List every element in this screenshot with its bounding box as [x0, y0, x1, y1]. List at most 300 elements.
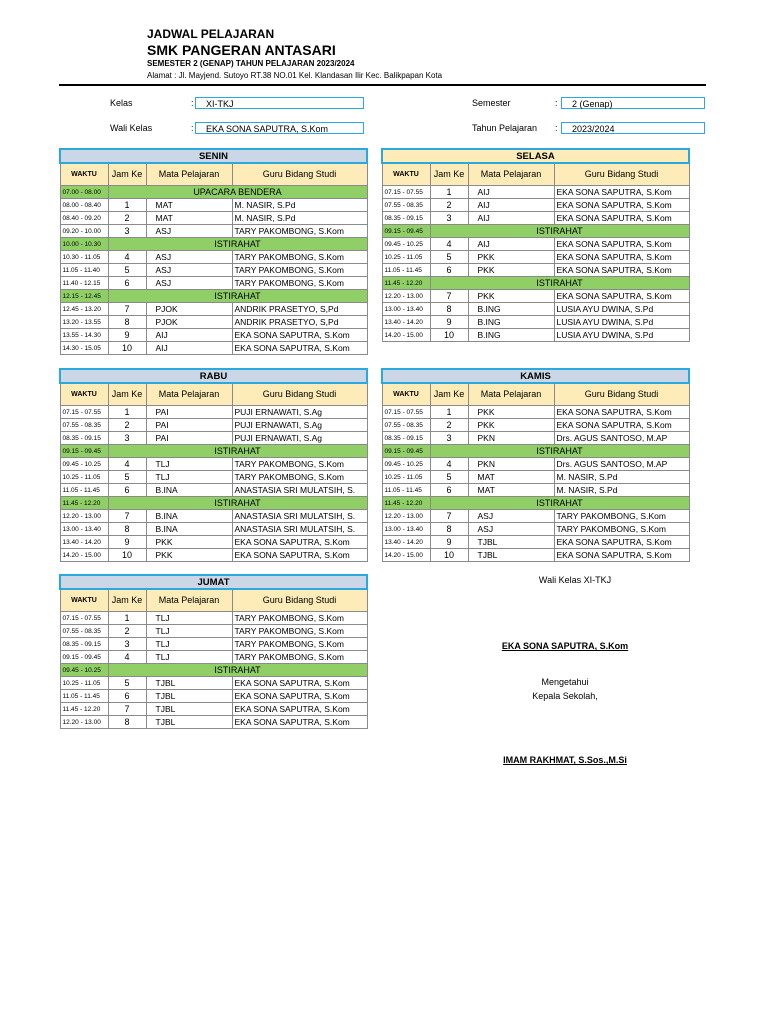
row-guru: TARY PAKOMBONG, S.Kom — [232, 225, 367, 238]
table-row — [60, 212, 367, 225]
row-mata-pelajaran: PKN — [468, 432, 554, 445]
table-row — [60, 277, 367, 290]
table-row — [382, 510, 689, 523]
row-guru: ANASTASIA SRI MULATSIH, S. — [232, 510, 367, 523]
table-row — [60, 716, 367, 729]
school-name: SMK PANGERAN ANTASARI — [147, 42, 336, 58]
row-jam-ke: 2 — [108, 419, 146, 432]
column-jam-ke: Jam Ke — [430, 163, 468, 186]
row-time: 13.00 - 13.40 — [382, 523, 430, 536]
row-guru: PUJI ERNAWATI, S.Ag — [232, 432, 367, 445]
table-row — [382, 303, 689, 316]
row-mata-pelajaran: ASJ — [146, 277, 232, 290]
row-mata-pelajaran: PJOK — [146, 303, 232, 316]
break-row — [60, 238, 367, 251]
row-mata-pelajaran: PKK — [146, 536, 232, 549]
row-jam-ke: 1 — [108, 199, 146, 212]
table-row — [382, 406, 689, 419]
break-row — [382, 277, 689, 290]
header-divider — [59, 84, 706, 86]
table-row — [382, 471, 689, 484]
row-guru: TARY PAKOMBONG, S.Kom — [232, 251, 367, 264]
table-row — [382, 523, 689, 536]
row-jam-ke: 5 — [430, 251, 468, 264]
row-mata-pelajaran: B.ING — [468, 303, 554, 316]
row-mata-pelajaran: B.INA — [146, 510, 232, 523]
signature-mengetahui: Mengetahui — [541, 677, 589, 687]
break-row — [60, 186, 367, 199]
row-time: 09.45 - 10.25 — [60, 664, 108, 677]
row-mata-pelajaran: TLJ — [146, 458, 232, 471]
wali-kelas-value: EKA SONA SAPUTRA, S.Kom — [195, 122, 364, 134]
row-jam-ke: 8 — [430, 303, 468, 316]
column-guru-bidang-studi: Guru Bidang Studi — [232, 163, 367, 186]
row-time: 10.30 - 11.05 — [60, 251, 108, 264]
row-time: 13.40 - 14.20 — [382, 316, 430, 329]
row-time: 13.00 - 13.40 — [60, 523, 108, 536]
row-jam-ke: 7 — [430, 290, 468, 303]
table-row — [382, 432, 689, 445]
signature-kepala-name: IMAM RAKHMAT, S.Sos.,M.Si — [503, 755, 627, 765]
table-row — [60, 342, 367, 355]
row-mata-pelajaran: TJBL — [146, 690, 232, 703]
schedule-table-selasa — [381, 148, 690, 342]
row-guru: EKA SONA SAPUTRA, S.Kom — [232, 716, 367, 729]
table-row — [60, 471, 367, 484]
row-time: 11.45 - 12.20 — [382, 277, 430, 290]
break-row — [382, 445, 689, 458]
semester-label: Semester — [472, 98, 511, 108]
row-guru: ANDRIK PRASETYO, S,Pd — [232, 316, 367, 329]
row-mata-pelajaran: MAT — [146, 199, 232, 212]
column-guru-bidang-studi: Guru Bidang Studi — [232, 589, 367, 612]
row-mata-pelajaran: PKK — [468, 251, 554, 264]
row-jam-ke: 6 — [430, 264, 468, 277]
break-row — [60, 664, 367, 677]
day-name: SENIN — [60, 149, 367, 163]
row-mata-pelajaran: MAT — [468, 471, 554, 484]
table-row — [60, 419, 367, 432]
row-guru: ANASTASIA SRI MULATSIH, S. — [232, 523, 367, 536]
table-row — [60, 316, 367, 329]
row-guru: M. NASIR, S.Pd — [232, 199, 367, 212]
row-guru: TARY PAKOMBONG, S.Kom — [232, 651, 367, 664]
signature-wali-line: Wali Kelas XI-TKJ — [538, 575, 612, 585]
column-mata-pelajaran: Mata Pelajaran — [146, 163, 232, 186]
row-time: 12.45 - 13.20 — [60, 303, 108, 316]
row-mata-pelajaran: TJBL — [146, 716, 232, 729]
row-jam-ke: 7 — [108, 303, 146, 316]
row-jam-ke: 10 — [108, 549, 146, 562]
break-label: ISTIRAHAT — [430, 497, 689, 510]
schedule-table-senin — [59, 148, 368, 355]
semester-line: SEMESTER 2 (GENAP) TAHUN PELAJARAN 2023/2024 — [147, 59, 355, 68]
row-jam-ke: 4 — [108, 458, 146, 471]
row-jam-ke: 2 — [430, 199, 468, 212]
signature-wali-name: EKA SONA SAPUTRA, S.Kom — [501, 641, 629, 651]
row-mata-pelajaran: PKK — [468, 264, 554, 277]
row-mata-pelajaran: PJOK — [146, 316, 232, 329]
row-time: 13.40 - 14.20 — [60, 536, 108, 549]
document-title: JADWAL PELAJARAN — [147, 27, 275, 41]
column-mata-pelajaran: Mata Pelajaran — [468, 163, 554, 186]
row-guru: M. NASIR, S.Pd — [232, 212, 367, 225]
kelas-value: XI-TKJ — [195, 97, 364, 109]
row-time: 07.00 - 08.00 — [60, 186, 108, 199]
row-jam-ke: 10 — [430, 329, 468, 342]
table-row — [60, 703, 367, 716]
row-mata-pelajaran: TLJ — [146, 625, 232, 638]
row-guru: EKA SONA SAPUTRA, S.Kom — [232, 549, 367, 562]
row-jam-ke: 6 — [108, 484, 146, 497]
row-time: 08.35 - 09.15 — [382, 432, 430, 445]
row-mata-pelajaran: AIJ — [468, 186, 554, 199]
row-mata-pelajaran: B.INA — [146, 523, 232, 536]
row-guru: TARY PAKOMBONG, S.Kom — [554, 510, 689, 523]
row-time: 10.25 - 11.05 — [60, 677, 108, 690]
table-row — [382, 238, 689, 251]
column-mata-pelajaran: Mata Pelajaran — [146, 383, 232, 406]
break-label: UPACARA BENDERA — [108, 186, 367, 199]
kelas-colon: : — [191, 98, 194, 108]
column-guru-bidang-studi: Guru Bidang Studi — [232, 383, 367, 406]
row-mata-pelajaran: PAI — [146, 419, 232, 432]
table-row — [382, 212, 689, 225]
table-row — [382, 316, 689, 329]
break-label: ISTIRAHAT — [430, 445, 689, 458]
row-mata-pelajaran: TJBL — [146, 703, 232, 716]
row-time: 07.15 - 07.55 — [382, 406, 430, 419]
row-mata-pelajaran: ASJ — [146, 251, 232, 264]
table-row — [60, 303, 367, 316]
row-time: 11.05 - 11.45 — [382, 264, 430, 277]
row-time: 07.15 - 07.55 — [60, 406, 108, 419]
table-row — [60, 690, 367, 703]
row-jam-ke: 10 — [108, 342, 146, 355]
row-time: 13.40 - 14.20 — [382, 536, 430, 549]
row-jam-ke: 10 — [430, 549, 468, 562]
break-row — [382, 497, 689, 510]
row-guru: EKA SONA SAPUTRA, S.Kom — [232, 690, 367, 703]
column-waktu: WAKTU — [382, 163, 430, 186]
row-time: 14.20 - 15.00 — [382, 329, 430, 342]
wali-kelas-label: Wali Kelas — [110, 123, 153, 133]
table-row — [382, 186, 689, 199]
table-row — [382, 329, 689, 342]
break-label: ISTIRAHAT — [430, 225, 689, 238]
table-row — [60, 458, 367, 471]
break-row — [60, 290, 367, 303]
row-mata-pelajaran: AIJ — [146, 329, 232, 342]
row-mata-pelajaran: B.ING — [468, 316, 554, 329]
row-jam-ke: 7 — [108, 510, 146, 523]
table-row — [382, 199, 689, 212]
row-mata-pelajaran: PKK — [146, 549, 232, 562]
row-guru: EKA SONA SAPUTRA, S.Kom — [232, 329, 367, 342]
row-time: 10.25 - 11.05 — [382, 471, 430, 484]
row-guru: ANDRIK PRASETYO, S,Pd — [232, 303, 367, 316]
tahun-pelajaran-label: Tahun Pelajaran — [472, 123, 538, 133]
row-mata-pelajaran: TJBL — [468, 549, 554, 562]
table-row — [60, 523, 367, 536]
row-jam-ke: 6 — [108, 690, 146, 703]
break-row — [60, 497, 367, 510]
row-time: 07.15 - 07.55 — [382, 186, 430, 199]
row-guru: Drs. AGUS SANTOSO, M.AP — [554, 432, 689, 445]
row-mata-pelajaran: MAT — [146, 212, 232, 225]
row-jam-ke: 4 — [430, 238, 468, 251]
row-mata-pelajaran: B.INA — [146, 484, 232, 497]
row-time: 09.15 - 09.45 — [60, 445, 108, 458]
row-jam-ke: 4 — [108, 651, 146, 664]
row-mata-pelajaran: MAT — [468, 484, 554, 497]
table-row — [60, 612, 367, 625]
row-jam-ke: 2 — [430, 419, 468, 432]
row-mata-pelajaran: TJBL — [146, 677, 232, 690]
row-mata-pelajaran: AIJ — [146, 342, 232, 355]
row-guru: EKA SONA SAPUTRA, S.Kom — [232, 677, 367, 690]
row-time: 09.15 - 09.45 — [60, 651, 108, 664]
row-jam-ke: 9 — [108, 329, 146, 342]
row-guru: M. NASIR, S.Pd — [554, 484, 689, 497]
table-row — [60, 329, 367, 342]
row-jam-ke: 2 — [108, 212, 146, 225]
row-jam-ke: 1 — [430, 406, 468, 419]
row-time: 10.25 - 11.05 — [382, 251, 430, 264]
row-jam-ke: 8 — [430, 523, 468, 536]
table-row — [60, 549, 367, 562]
row-jam-ke: 6 — [430, 484, 468, 497]
row-mata-pelajaran: PAI — [146, 406, 232, 419]
row-jam-ke: 3 — [108, 638, 146, 651]
row-time: 10.25 - 11.05 — [60, 471, 108, 484]
row-time: 14.20 - 15.00 — [60, 549, 108, 562]
table-row — [382, 419, 689, 432]
table-row — [60, 536, 367, 549]
tahun-pelajaran-value: 2023/2024 — [561, 122, 705, 134]
table-row — [60, 625, 367, 638]
row-guru: TARY PAKOMBONG, S.Kom — [232, 458, 367, 471]
row-jam-ke: 5 — [430, 471, 468, 484]
table-row — [382, 264, 689, 277]
row-time: 08.00 - 08.40 — [60, 199, 108, 212]
table-row — [60, 484, 367, 497]
table-row — [382, 290, 689, 303]
row-mata-pelajaran: TLJ — [146, 651, 232, 664]
row-time: 08.40 - 09.20 — [60, 212, 108, 225]
row-jam-ke: 3 — [108, 432, 146, 445]
column-guru-bidang-studi: Guru Bidang Studi — [554, 163, 689, 186]
row-guru: EKA SONA SAPUTRA, S.Kom — [554, 536, 689, 549]
row-time: 12.20 - 13.00 — [382, 510, 430, 523]
row-time: 07.55 - 08.35 — [60, 419, 108, 432]
table-row — [60, 677, 367, 690]
column-jam-ke: Jam Ke — [108, 383, 146, 406]
row-time: 09.15 - 09.45 — [382, 225, 430, 238]
row-jam-ke: 2 — [108, 625, 146, 638]
row-time: 10.00 - 10.30 — [60, 238, 108, 251]
row-jam-ke: 9 — [430, 536, 468, 549]
day-name: KAMIS — [382, 369, 689, 383]
table-row — [60, 638, 367, 651]
column-waktu: WAKTU — [60, 589, 108, 612]
table-row — [60, 251, 367, 264]
row-time: 11.45 - 12.20 — [60, 703, 108, 716]
day-name: RABU — [60, 369, 367, 383]
row-guru: LUSIA AYU DWINA, S.Pd — [554, 303, 689, 316]
break-label: ISTIRAHAT — [108, 290, 367, 303]
tahun-pelajaran-colon: : — [555, 123, 558, 133]
row-jam-ke: 9 — [108, 536, 146, 549]
row-time: 11.05 - 11.40 — [60, 264, 108, 277]
row-time: 07.55 - 08.35 — [60, 625, 108, 638]
row-guru: PUJI ERNAWATI, S.Ag — [232, 406, 367, 419]
row-jam-ke: 8 — [108, 716, 146, 729]
row-jam-ke: 3 — [430, 212, 468, 225]
row-mata-pelajaran: ASJ — [146, 225, 232, 238]
row-mata-pelajaran: PKK — [468, 419, 554, 432]
row-guru: EKA SONA SAPUTRA, S.Kom — [554, 549, 689, 562]
row-jam-ke: 7 — [108, 703, 146, 716]
break-label: ISTIRAHAT — [108, 238, 367, 251]
column-waktu: WAKTU — [60, 383, 108, 406]
row-mata-pelajaran: TJBL — [468, 536, 554, 549]
row-guru: EKA SONA SAPUTRA, S.Kom — [554, 290, 689, 303]
column-mata-pelajaran: Mata Pelajaran — [146, 589, 232, 612]
row-jam-ke: 4 — [430, 458, 468, 471]
row-jam-ke: 4 — [108, 251, 146, 264]
break-row — [382, 225, 689, 238]
row-mata-pelajaran: ASJ — [468, 523, 554, 536]
row-mata-pelajaran: PKK — [468, 290, 554, 303]
schedule-table-kamis — [381, 368, 690, 562]
break-label: ISTIRAHAT — [108, 497, 367, 510]
row-jam-ke: 9 — [430, 316, 468, 329]
row-jam-ke: 5 — [108, 471, 146, 484]
schedule-table-jumat — [59, 574, 368, 729]
table-row — [60, 264, 367, 277]
semester-value: 2 (Genap) — [561, 97, 705, 109]
row-jam-ke: 1 — [108, 406, 146, 419]
row-jam-ke: 5 — [108, 677, 146, 690]
row-time: 11.40 - 12.15 — [60, 277, 108, 290]
break-label: ISTIRAHAT — [108, 445, 367, 458]
row-time: 08.35 - 09.15 — [60, 638, 108, 651]
row-jam-ke: 1 — [430, 186, 468, 199]
row-guru: EKA SONA SAPUTRA, S.Kom — [232, 342, 367, 355]
row-guru: EKA SONA SAPUTRA, S.Kom — [554, 212, 689, 225]
wali-kelas-colon: : — [191, 123, 194, 133]
row-time: 11.45 - 12.20 — [382, 497, 430, 510]
day-name: JUMAT — [60, 575, 367, 589]
break-row — [60, 445, 367, 458]
row-time: 12.20 - 13.00 — [382, 290, 430, 303]
row-guru: ANASTASIA SRI MULATSIH, S. — [232, 484, 367, 497]
column-jam-ke: Jam Ke — [108, 163, 146, 186]
row-guru: EKA SONA SAPUTRA, S.Kom — [554, 238, 689, 251]
row-jam-ke: 3 — [430, 432, 468, 445]
row-guru: TARY PAKOMBONG, S.Kom — [232, 264, 367, 277]
row-guru: EKA SONA SAPUTRA, S.Kom — [554, 199, 689, 212]
row-guru: EKA SONA SAPUTRA, S.Kom — [232, 536, 367, 549]
row-time: 09.45 - 10.25 — [382, 458, 430, 471]
row-mata-pelajaran: ASJ — [468, 510, 554, 523]
column-jam-ke: Jam Ke — [430, 383, 468, 406]
row-jam-ke: 6 — [108, 277, 146, 290]
row-time: 13.00 - 13.40 — [382, 303, 430, 316]
table-row — [60, 510, 367, 523]
table-row — [382, 251, 689, 264]
row-guru: TARY PAKOMBONG, S.Kom — [232, 625, 367, 638]
break-label: ISTIRAHAT — [108, 664, 367, 677]
row-time: 14.20 - 15.00 — [382, 549, 430, 562]
row-jam-ke: 8 — [108, 523, 146, 536]
row-time: 09.45 - 10.25 — [382, 238, 430, 251]
row-jam-ke: 3 — [108, 225, 146, 238]
row-mata-pelajaran: TLJ — [146, 638, 232, 651]
table-row — [382, 549, 689, 562]
row-time: 09.15 - 09.45 — [382, 445, 430, 458]
row-guru: LUSIA AYU DWINA, S.Pd — [554, 316, 689, 329]
row-guru: EKA SONA SAPUTRA, S.Kom — [554, 419, 689, 432]
row-guru: PUJI ERNAWATI, S.Ag — [232, 419, 367, 432]
row-time: 09.45 - 10.25 — [60, 458, 108, 471]
row-mata-pelajaran: PKK — [468, 406, 554, 419]
row-guru: Drs. AGUS SANTOSO, M.AP — [554, 458, 689, 471]
row-guru: EKA SONA SAPUTRA, S.Kom — [232, 703, 367, 716]
row-jam-ke: 7 — [430, 510, 468, 523]
table-row — [382, 458, 689, 471]
row-time: 12.20 - 13.00 — [60, 716, 108, 729]
row-guru: LUSIA AYU DWINA, S.Pd — [554, 329, 689, 342]
signature-kepala-title: Kepala Sekolah, — [532, 691, 598, 701]
row-mata-pelajaran: TLJ — [146, 612, 232, 625]
row-time: 12.20 - 13.00 — [60, 510, 108, 523]
row-time: 07.55 - 08.35 — [382, 419, 430, 432]
row-guru: EKA SONA SAPUTRA, S.Kom — [554, 251, 689, 264]
row-time: 08.35 - 09.15 — [60, 432, 108, 445]
column-waktu: WAKTU — [382, 383, 430, 406]
row-time: 11.05 - 11.45 — [382, 484, 430, 497]
table-row — [60, 651, 367, 664]
row-mata-pelajaran: ASJ — [146, 264, 232, 277]
row-guru: TARY PAKOMBONG, S.Kom — [232, 277, 367, 290]
column-guru-bidang-studi: Guru Bidang Studi — [554, 383, 689, 406]
row-mata-pelajaran: PAI — [146, 432, 232, 445]
day-name: SELASA — [382, 149, 689, 163]
row-guru: EKA SONA SAPUTRA, S.Kom — [554, 406, 689, 419]
row-time: 09.20 - 10.00 — [60, 225, 108, 238]
row-time: 07.55 - 08.35 — [382, 199, 430, 212]
row-jam-ke: 1 — [108, 612, 146, 625]
row-time: 07.15 - 07.55 — [60, 612, 108, 625]
row-mata-pelajaran: PKN — [468, 458, 554, 471]
column-mata-pelajaran: Mata Pelajaran — [468, 383, 554, 406]
table-row — [60, 432, 367, 445]
row-guru: TARY PAKOMBONG, S.Kom — [232, 612, 367, 625]
column-waktu: WAKTU — [60, 163, 108, 186]
table-row — [60, 406, 367, 419]
column-jam-ke: Jam Ke — [108, 589, 146, 612]
row-guru: TARY PAKOMBONG, S.Kom — [554, 523, 689, 536]
kelas-label: Kelas — [110, 98, 133, 108]
table-row — [382, 536, 689, 549]
row-time: 11.45 - 12.20 — [60, 497, 108, 510]
row-mata-pelajaran: AIJ — [468, 238, 554, 251]
table-row — [60, 225, 367, 238]
row-guru: TARY PAKOMBONG, S.Kom — [232, 471, 367, 484]
table-row — [382, 484, 689, 497]
